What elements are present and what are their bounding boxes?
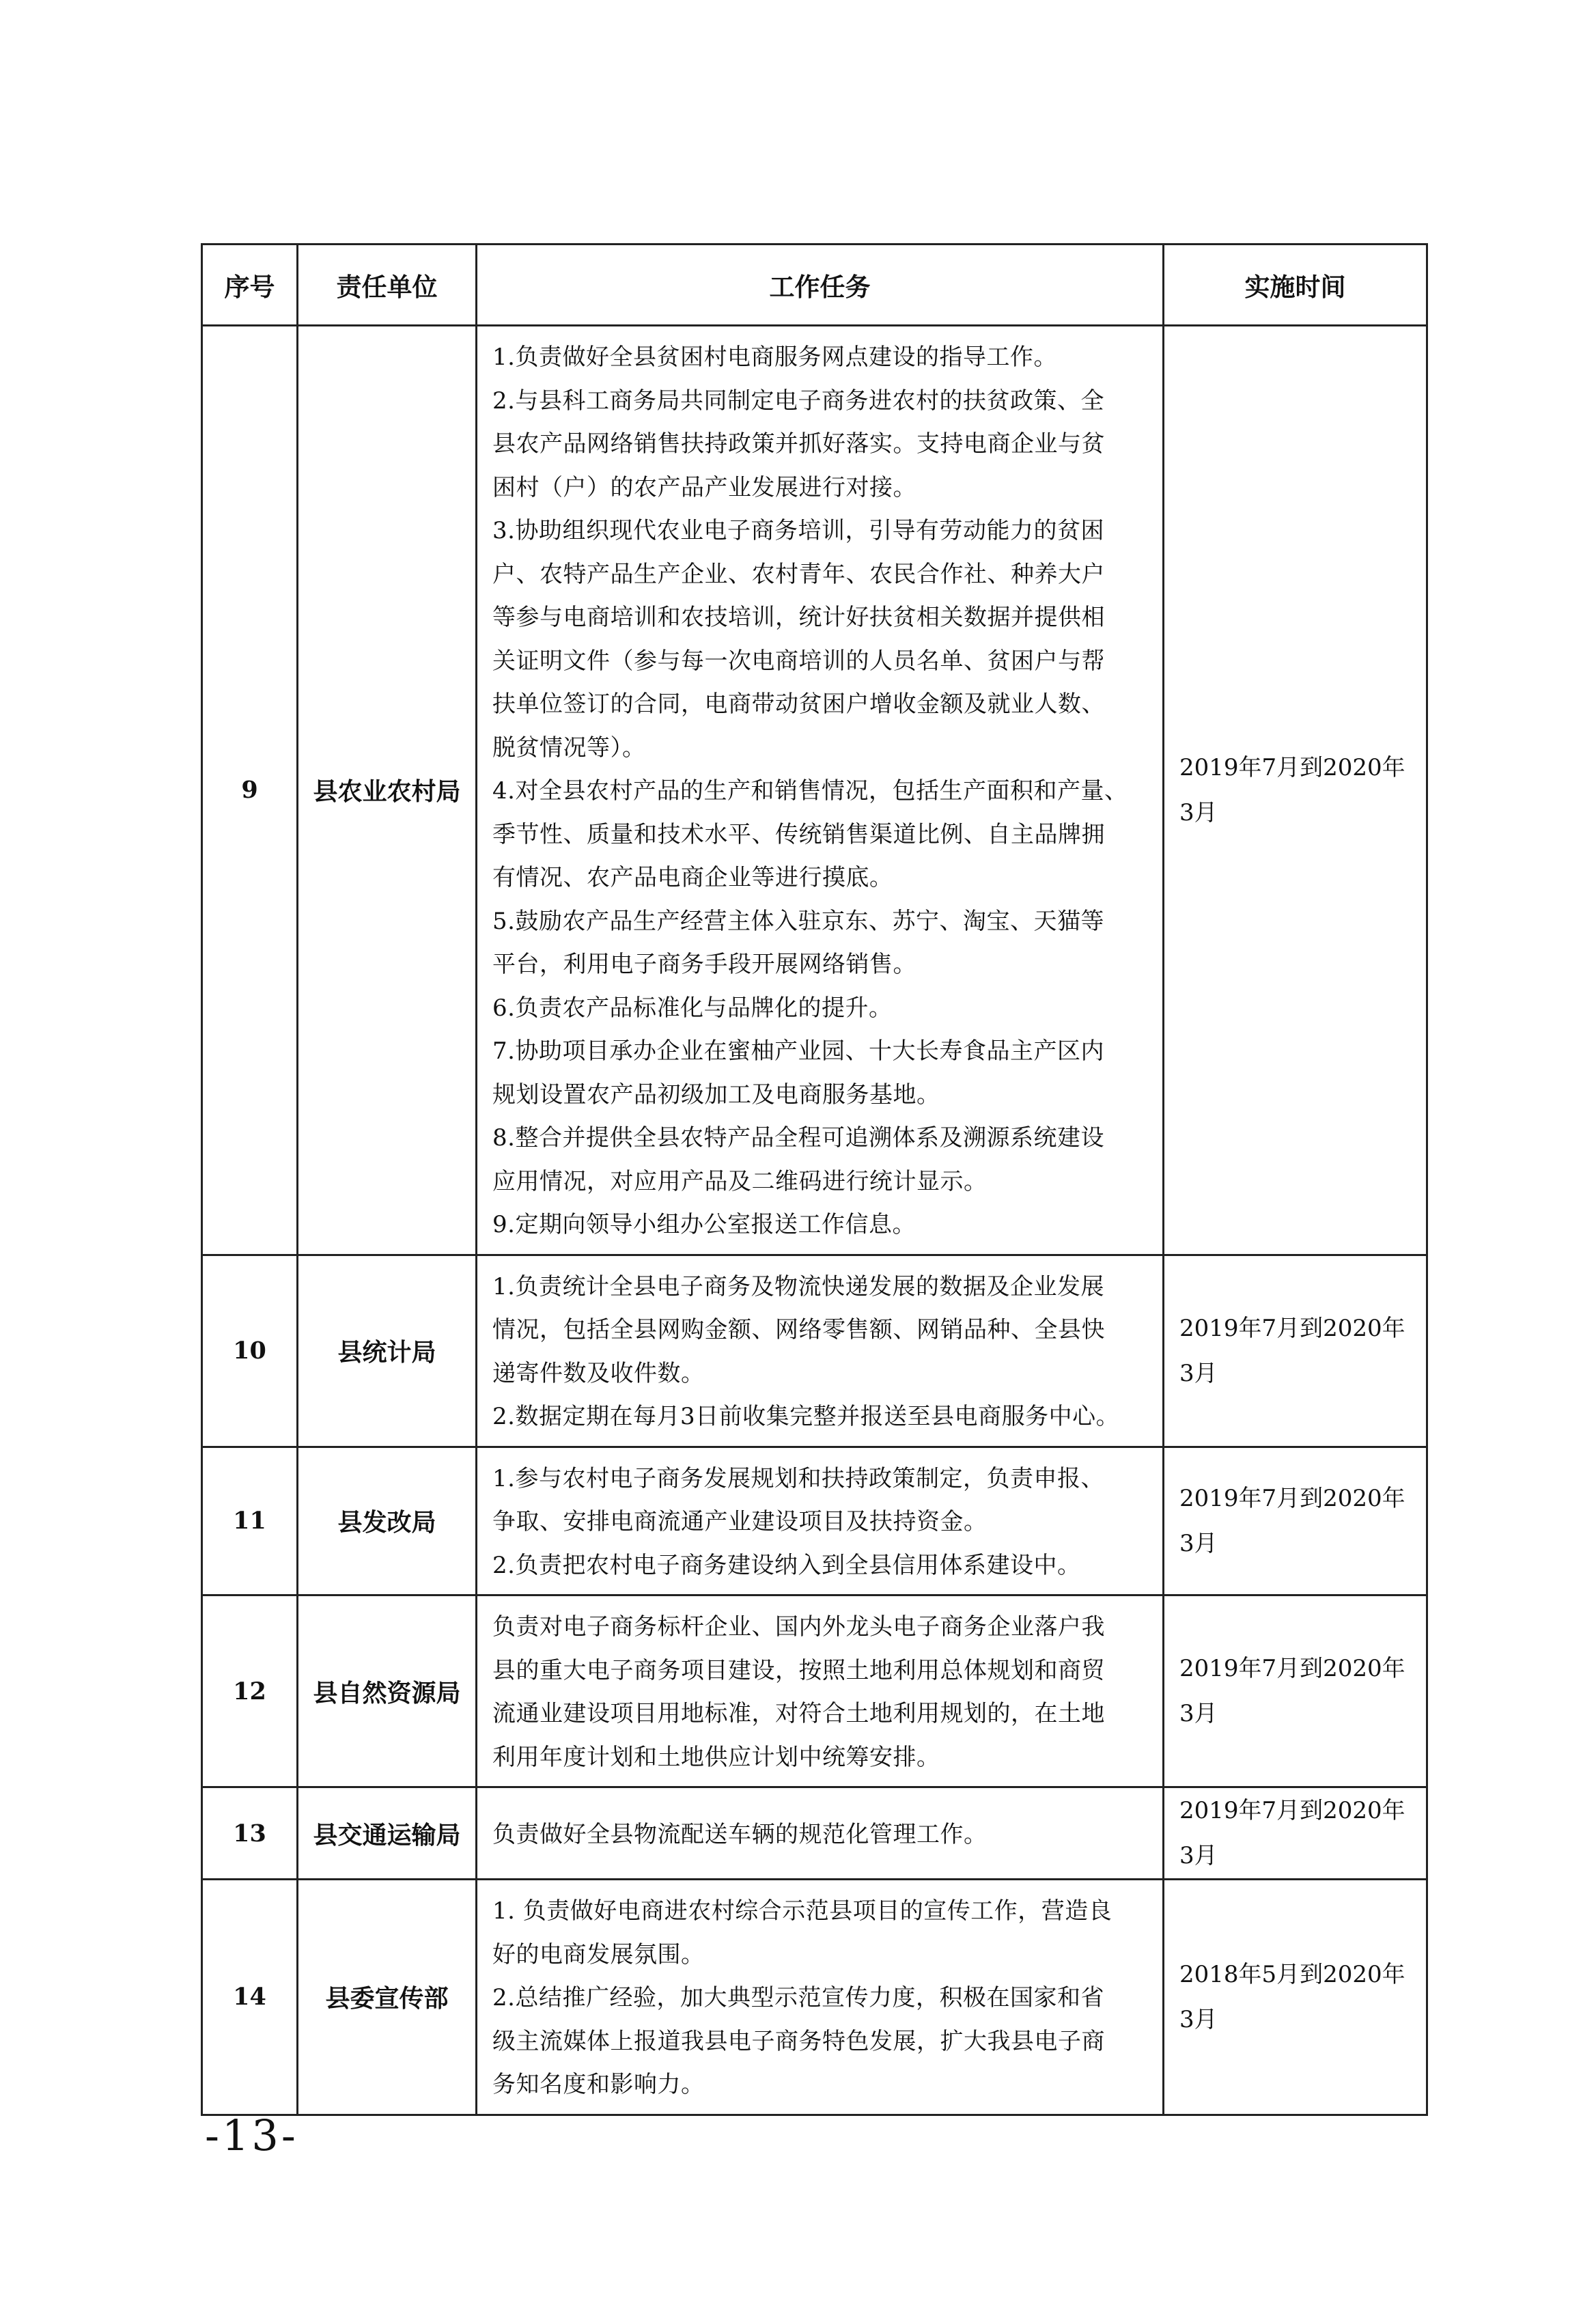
task-line: 情况，包括全县网购金额、网络零售额、网销品种、全县快 bbox=[492, 1316, 1105, 1343]
time-line: 2019年7月到2020年 bbox=[1179, 753, 1405, 781]
task-line: 负责做好全县物流配送车辆的规范化管理工作。 bbox=[492, 1821, 988, 1848]
row-unit: 县委宣传部 bbox=[298, 1880, 477, 2115]
time-line: 3月 bbox=[1179, 1842, 1218, 1869]
time-line: 2019年7月到2020年 bbox=[1179, 1314, 1405, 1342]
row-time bbox=[1164, 1255, 1427, 1447]
task-line: 应用情况，对应用产品及二维码进行统计显示。 bbox=[492, 1167, 988, 1195]
task-line: 脱贫情况等）。 bbox=[492, 734, 646, 762]
row-seq: 12 bbox=[202, 1595, 298, 1787]
task-line: 扶单位签订的合同，电商带动贫困户增收金额及就业人数、 bbox=[492, 691, 1105, 718]
task-line: 1.负责做好全县贫困村电商服务网点建设的指导工作。 bbox=[492, 344, 1057, 371]
row-task bbox=[477, 1787, 1164, 1880]
row-time bbox=[1164, 326, 1427, 1255]
row-time bbox=[1164, 1787, 1427, 1880]
task-line: 2.与县科工商务局共同制定电子商务进农村的扶贫政策、全 bbox=[492, 387, 1104, 415]
task-line: 好的电商发展氛围。 bbox=[492, 1940, 705, 1968]
header-unit: 责任单位 bbox=[298, 245, 477, 326]
time-line: 3月 bbox=[1179, 1359, 1218, 1387]
row-task bbox=[477, 1880, 1164, 2115]
task-line: 县农产品网络销售扶持政策并抓好落实。支持电商企业与贫 bbox=[492, 430, 1105, 458]
row-unit: 县自然资源局 bbox=[298, 1595, 477, 1787]
task-table bbox=[201, 243, 1428, 2116]
task-line: 负责对电子商务标杆企业、国内外龙头电子商务企业落户我 bbox=[492, 1613, 1105, 1641]
task-line: 2.负责把农村电子商务建设纳入到全县信用体系建设中。 bbox=[492, 1551, 1081, 1579]
table-row bbox=[202, 1255, 1427, 1447]
row-unit: 县交通运输局 bbox=[298, 1787, 477, 1880]
task-line: 3.协助组织现代农业电子商务培训，引导有劳动能力的贫困 bbox=[492, 517, 1104, 544]
task-line: 务知名度和影响力。 bbox=[492, 2071, 705, 2098]
row-time bbox=[1164, 1595, 1427, 1787]
task-line: 平台，利用电子商务手段开展网络销售。 bbox=[492, 951, 916, 978]
task-line: 7.协助项目承办企业在蜜柚产业园、十大长寿食品主产区内 bbox=[492, 1037, 1104, 1065]
row-unit: 县统计局 bbox=[298, 1255, 477, 1447]
task-line: 有情况、农产品电商企业等进行摸底。 bbox=[492, 864, 893, 891]
task-line: 1. 负责做好电商进农村综合示范县项目的宣传工作，营造良 bbox=[492, 1897, 1112, 1925]
task-line: 2.数据定期在每月3日前收集完整并报送至县电商服务中心。 bbox=[492, 1403, 1120, 1430]
time-line: 3月 bbox=[1179, 2005, 1218, 2033]
time-line: 3月 bbox=[1179, 798, 1218, 826]
task-line: 县的重大电子商务项目建设，按照土地利用总体规划和商贸 bbox=[492, 1656, 1105, 1684]
table-row bbox=[202, 1595, 1427, 1787]
row-seq: 13 bbox=[202, 1787, 298, 1880]
time-line: 2019年7月到2020年 bbox=[1179, 1484, 1405, 1512]
table-row bbox=[202, 326, 1427, 1255]
task-line: 流通业建设项目用地标准，对符合土地利用规划的，在土地 bbox=[492, 1700, 1105, 1727]
row-task bbox=[477, 1255, 1164, 1447]
task-line: 4.对全县农村产品的生产和销售情况，包括生产面积和产量、 bbox=[492, 777, 1128, 805]
row-time bbox=[1164, 1447, 1427, 1595]
table-row bbox=[202, 1447, 1427, 1595]
table-row bbox=[202, 1880, 1427, 2115]
row-seq: 9 bbox=[202, 326, 298, 1255]
time-line: 2018年5月到2020年 bbox=[1179, 1960, 1405, 1988]
page-number: -13- bbox=[205, 2110, 298, 2160]
task-line: 级主流媒体上报道我县电子商务特色发展，扩大我县电子商 bbox=[492, 2027, 1105, 2055]
row-task bbox=[477, 1595, 1164, 1787]
task-line: 困村（户）的农产品产业发展进行对接。 bbox=[492, 473, 916, 501]
time-line: 3月 bbox=[1179, 1700, 1218, 1727]
table-row bbox=[202, 1787, 1427, 1880]
task-line: 等参与电商培训和农技培训，统计好扶贫相关数据并提供相 bbox=[492, 604, 1105, 631]
task-line: 8.整合并提供全县农特产品全程可追溯体系及溯源系统建设 bbox=[492, 1124, 1104, 1152]
task-line: 1.负责统计全县电子商务及物流快递发展的数据及企业发展 bbox=[492, 1272, 1104, 1300]
task-line: 户、农特产品生产企业、农村青年、农民合作社、种养大户 bbox=[492, 560, 1105, 588]
time-line: 3月 bbox=[1179, 1529, 1218, 1557]
task-line: 6.负责农产品标准化与品牌化的提升。 bbox=[492, 994, 893, 1022]
row-unit: 县农业农村局 bbox=[298, 326, 477, 1255]
row-seq: 11 bbox=[202, 1447, 298, 1595]
header-time: 实施时间 bbox=[1164, 245, 1427, 326]
header-task: 工作任务 bbox=[477, 245, 1164, 326]
task-line: 规划设置农产品初级加工及电商服务基地。 bbox=[492, 1081, 940, 1109]
task-line: 5.鼓励农产品生产经营主体入驻京东、苏宁、淘宝、天猫等 bbox=[492, 907, 1104, 935]
row-task bbox=[477, 326, 1164, 1255]
task-line: 利用年度计划和土地供应计划中统筹安排。 bbox=[492, 1743, 940, 1771]
row-seq: 10 bbox=[202, 1255, 298, 1447]
task-line: 递寄件数及收件数。 bbox=[492, 1359, 705, 1387]
task-line: 季节性、质量和技术水平、传统销售渠道比例、自主品牌拥 bbox=[492, 820, 1105, 848]
time-line: 2019年7月到2020年 bbox=[1179, 1797, 1405, 1824]
time-line: 2019年7月到2020年 bbox=[1179, 1655, 1405, 1682]
table-header-row bbox=[202, 245, 1427, 326]
task-line: 关证明文件（参与每一次电商培训的人员名单、贫困户与帮 bbox=[492, 647, 1105, 675]
row-seq: 14 bbox=[202, 1880, 298, 2115]
row-unit: 县发改局 bbox=[298, 1447, 477, 1595]
task-line: 2.总结推广经验，加大典型示范宣传力度，积极在国家和省 bbox=[492, 1984, 1104, 2011]
row-task bbox=[477, 1447, 1164, 1595]
task-line: 争取、安排电商流通产业建设项目及扶持资金。 bbox=[492, 1508, 988, 1535]
task-line: 9.定期向领导小组办公室报送工作信息。 bbox=[492, 1211, 916, 1238]
header-seq: 序号 bbox=[202, 245, 298, 326]
row-time bbox=[1164, 1880, 1427, 2115]
task-line: 1.参与农村电子商务发展规划和扶持政策制定，负责申报、 bbox=[492, 1464, 1104, 1492]
